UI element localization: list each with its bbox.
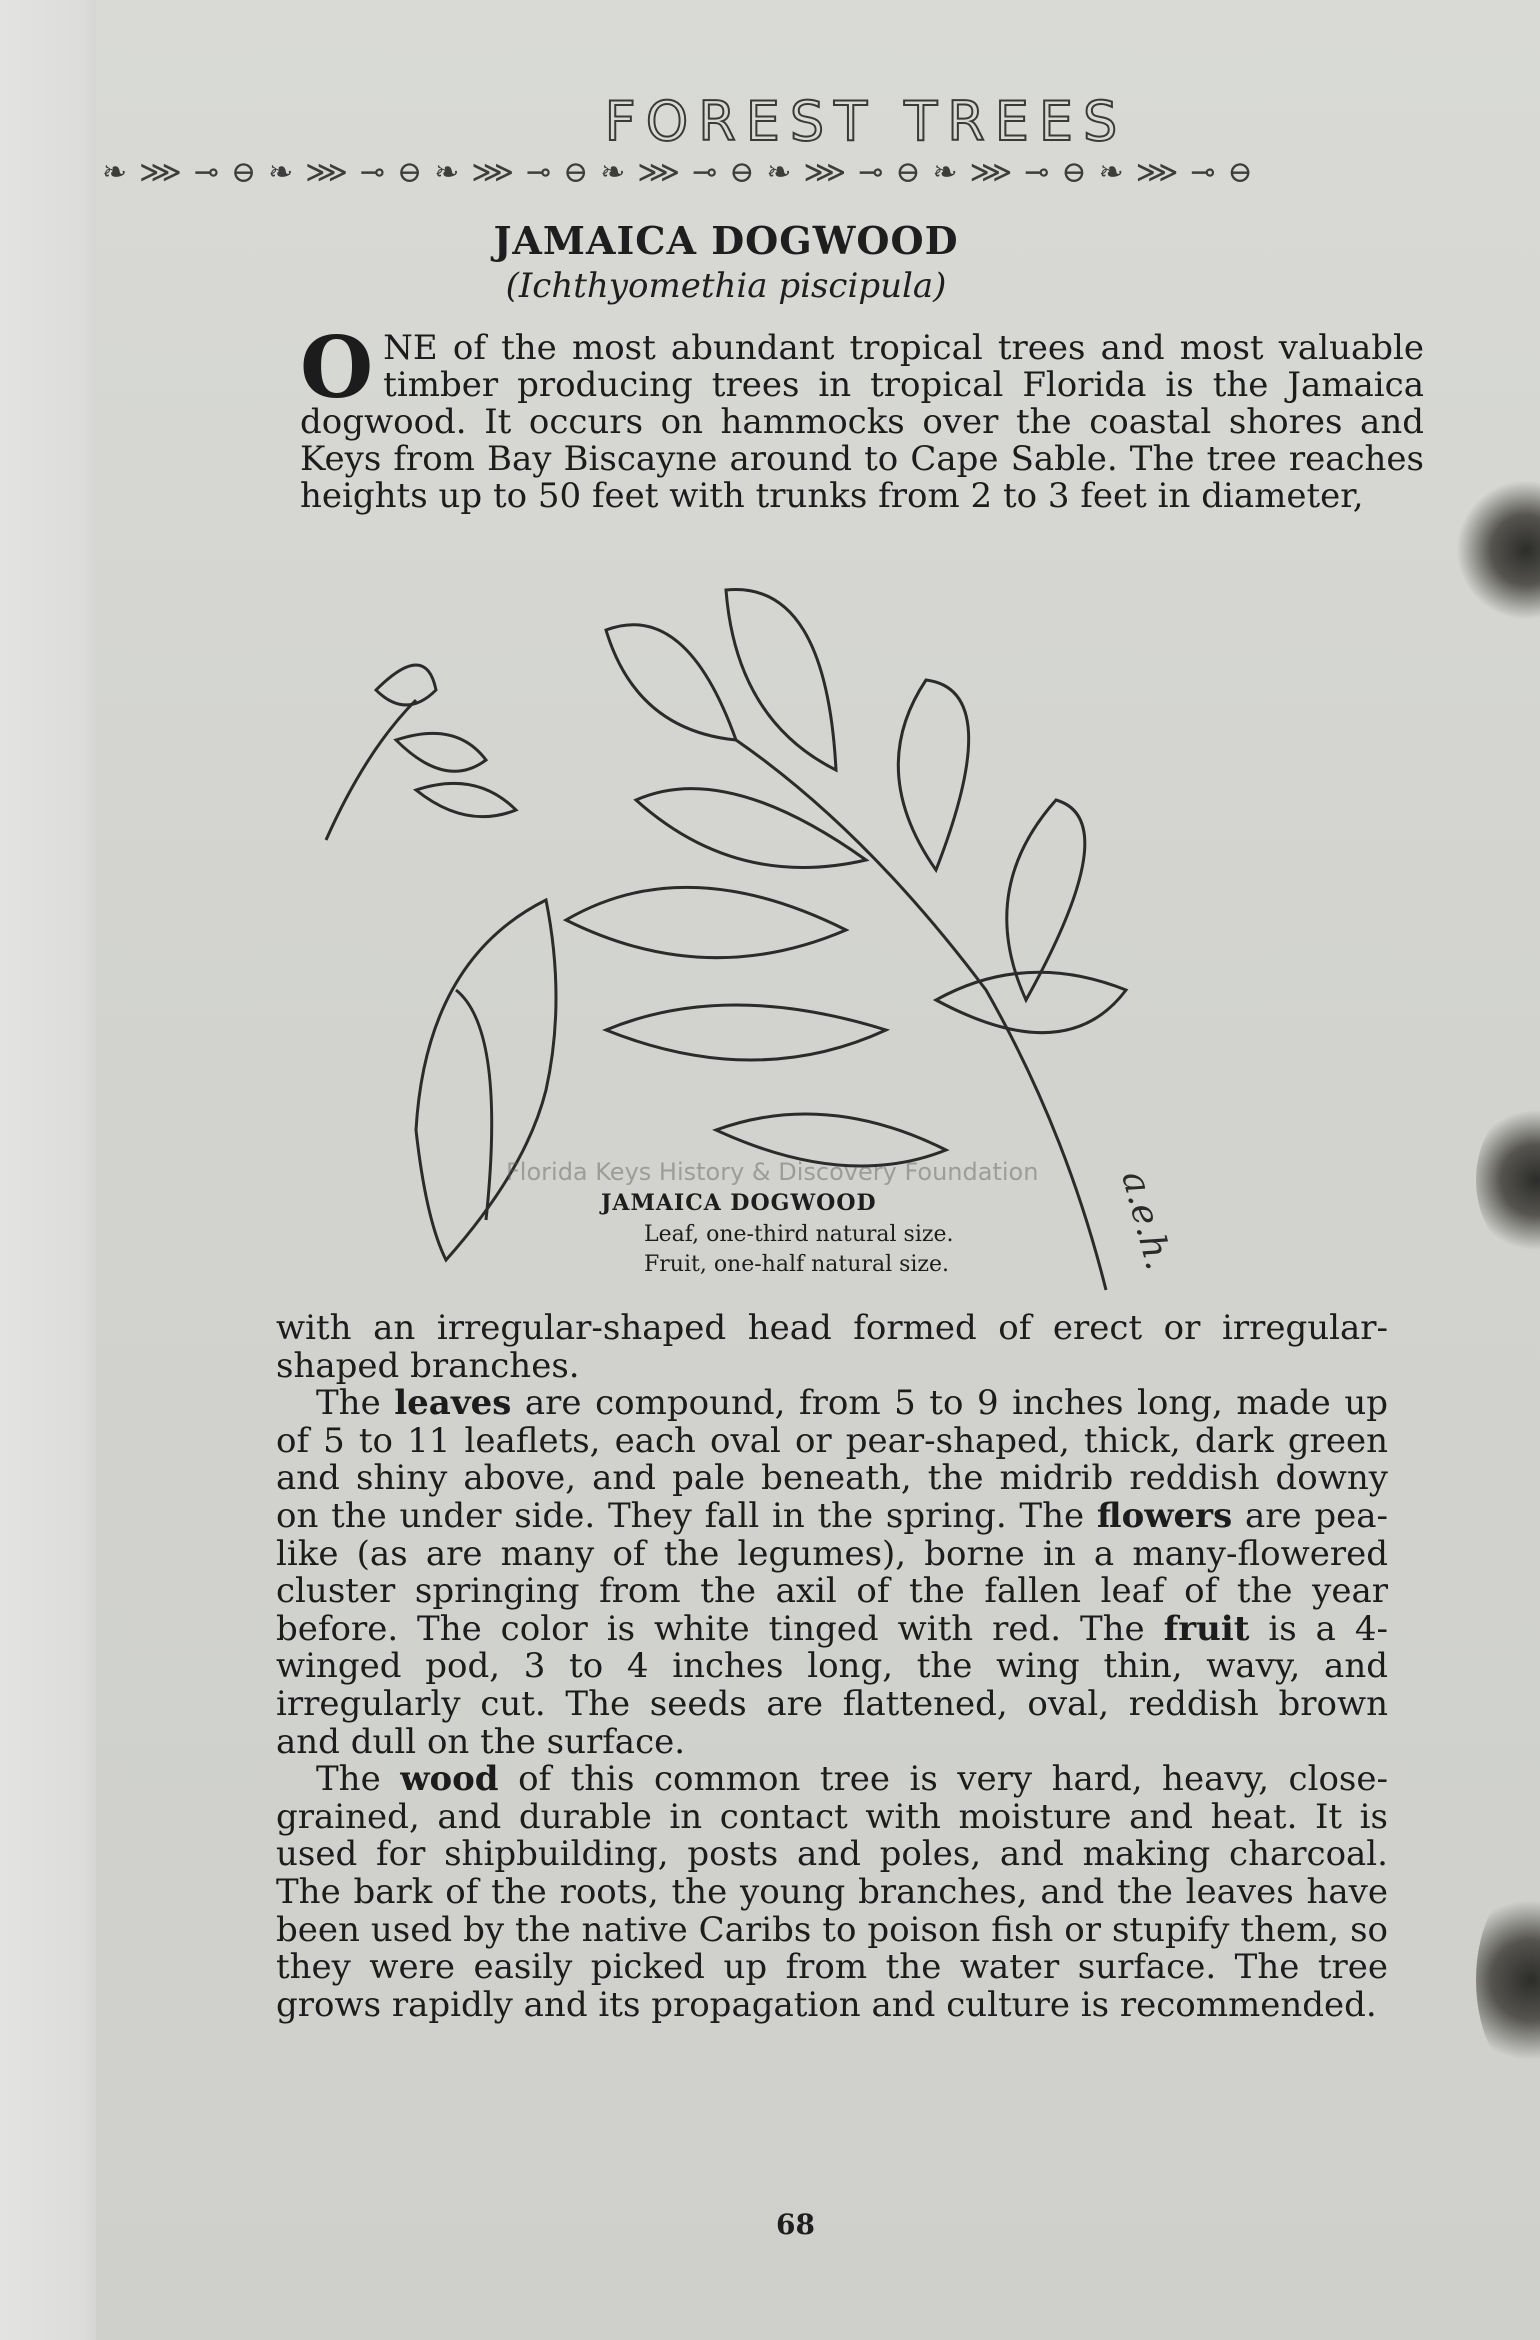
paragraph-leaves: The leaves are compound, from 5 to 9 inches long, made up of 5 to 11 leaflets, each oval or pear-shaped, thick, dark green and shiny above, and pale beneath, the midrib reddish downy on the under side. They fall in the spring. The flowers are pea-like (as are many of the legumes), borne in a many-flowered cluster springing from the axil of the fallen leaf of the year before. The color is white tinged with red. The fruit is a 4-winged pod, 3 to 4 inches long, the wing thin, wavy, and irregularly cut. The seeds are flattened, oval, reddish brown and dull on the surface. bbox=[276, 1383, 1389, 1762]
figure-caption-leaf: Leaf, one-third natural size. bbox=[644, 1222, 954, 1247]
page-number: 68 bbox=[776, 2208, 815, 2241]
keyword-flowers: flowers bbox=[1096, 1495, 1233, 1536]
figure-caption-title: JAMAICA DOGWOOD bbox=[601, 1190, 877, 1216]
book-page bbox=[96, 0, 1540, 2340]
drop-cap: O bbox=[300, 318, 374, 417]
stain bbox=[1476, 1880, 1540, 2080]
figure-caption-fruit: Fruit, one-half natural size. bbox=[644, 1252, 950, 1277]
running-title: FOREST TREES bbox=[604, 90, 1128, 153]
watermark: Florida Keys History & Discovery Foundation bbox=[506, 1158, 1039, 1186]
keyword-wood: wood bbox=[400, 1759, 499, 1800]
stain bbox=[1456, 480, 1540, 620]
paragraph-wood: The wood of this common tree is very hard, heavy, close-grained, and durable in contact with moisture and heat. It is used for shipbuilding, posts and poles, and making charcoal. The bark of the roots, the young branches, and the leaves have been used by the native Caribs to poison fish or stupify them, so they were easily picked up from the water surface. The tree grows rapidly and its propagation and culture is recommended. bbox=[276, 1759, 1388, 2025]
intro-paragraph bbox=[300, 318, 1424, 516]
article-body bbox=[276, 1310, 1388, 2024]
decorative-border: ❧ ⋙ ⊸ ⊖ ❧ ⋙ ⊸ ⊖ ❧ ⋙ ⊸ ⊖ ❧ ⋙ ⊸ ⊖ ❧ ⋙ ⊸ ⊖ ❧ ⋙ ⊸ ⊖ ❧ ⋙ ⊸ ⊖ bbox=[102, 154, 1253, 190]
keyword-fruit: fruit bbox=[1163, 1608, 1250, 1649]
artist-signature: a.e.h. bbox=[1113, 1166, 1179, 1275]
article-title: JAMAICA DOGWOOD bbox=[493, 218, 959, 263]
paragraph-continuation: with an irregular-shaped head formed of erect or irregular-shaped branches. bbox=[276, 1308, 1388, 1386]
intro-text: NE of the most abundant tropical trees and most valuable timber producing trees in tropical Florida is the Jamaica dogwood. It occurs on hammocks over the coastal shores and Keys from Bay Biscayne around to Cape Sable. The tree reaches heights up to 50 feet with trunks from 2 to 3 feet in diameter, bbox=[300, 328, 1424, 516]
scientific-name: (Ichthyomethia piscipula) bbox=[505, 266, 947, 306]
keyword-leaves: leaves bbox=[394, 1383, 512, 1424]
stain bbox=[1476, 1100, 1540, 1260]
